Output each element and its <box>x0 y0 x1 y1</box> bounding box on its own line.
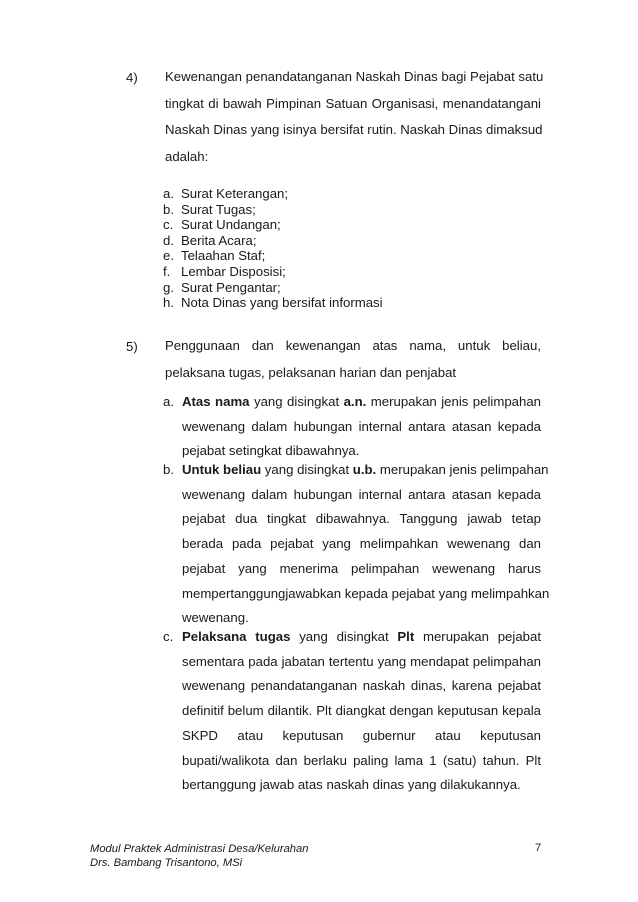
sub-item-lead <box>182 458 549 483</box>
list-letter: b. <box>163 201 174 217</box>
list-item <box>163 202 543 218</box>
list-letter: h. <box>163 295 174 311</box>
footer-module-title: Modul Praktek Administrasi Desa/Kelurahan <box>90 843 309 855</box>
lead-text: yang disingkat <box>261 462 353 477</box>
abbr-bold: u.b. <box>352 462 377 477</box>
page-number: 7 <box>535 842 542 854</box>
sub-letter: a. <box>163 394 174 409</box>
list-text: Surat Keterangan; <box>181 186 289 201</box>
paragraph-line: Naskah Dinas yang isinya bersifat rutin. Naskah Dinas dimaksud <box>165 122 543 137</box>
item-number-5: 5) <box>126 339 138 354</box>
term-bold: Untuk beliau <box>182 462 262 477</box>
sub-item-line: bertanggung jawab atas naskah dinas yang dilakukannya. <box>182 777 521 793</box>
page-footer <box>90 842 308 870</box>
list-item <box>163 295 543 311</box>
list-text: Nota Dinas yang bersifat informasi <box>181 295 383 311</box>
list-item <box>163 217 543 233</box>
footer-author: Drs. Bambang Trisantono, MSi <box>90 857 243 869</box>
list-item <box>163 186 543 202</box>
sub-item-line: wewenang dalam hubungan internal antara atasan kepada <box>182 486 541 502</box>
list-letter: a. <box>163 186 174 201</box>
sub-letter: c. <box>163 629 174 644</box>
list-letter: g. <box>163 279 174 295</box>
list-letter: f. <box>163 263 171 279</box>
list-letter: c. <box>163 217 174 233</box>
sub-item-a <box>163 390 543 464</box>
list-item <box>163 264 543 280</box>
list-text: Surat Pengantar; <box>181 279 281 295</box>
abbr-bold: a.n. <box>343 394 367 409</box>
list-text: Surat Tugas; <box>181 201 256 217</box>
item-5-paragraph <box>165 333 541 386</box>
list-item <box>163 248 543 264</box>
term-bold: Atas nama <box>182 394 250 409</box>
sub-item-line: sementara pada jabatan tertentu yang mendapat pelimpahan <box>182 653 541 669</box>
sub-item-line: wewenang penandatanganan naskah dinas, karena pejabat <box>182 678 541 694</box>
sub-item-line: wewenang. <box>182 610 249 626</box>
list-item <box>163 233 543 249</box>
paragraph-line: pelaksana tugas, pelaksanan harian dan penjabat <box>165 364 457 380</box>
item-number-4: 4) <box>126 70 138 85</box>
sub-item-line: mempertanggungjawabkan kepada pejabat yang melimpahkan <box>182 585 550 601</box>
sub-item-b <box>163 458 550 631</box>
sub-item-line: definitif belum dilantik. Plt diangkat dengan keputusan kepala <box>182 703 541 719</box>
term-bold: Pelaksana tugas <box>182 629 291 644</box>
sub-item-line: bupati/walikota dan berlaku paling lama 1 (satu) tahun. Plt <box>182 752 541 768</box>
sub-item-line: berada pada pejabat yang melimpahkan wewenang dan <box>182 536 541 552</box>
sub-item-line: pejabat yang menerima pelimpahan wewenang harus <box>182 560 541 576</box>
paragraph-line: tingkat di bawah Pimpinan Satuan Organisasi, menandatangani <box>165 95 541 111</box>
sub-item-line: pejabat dua tingkat dibawahnya. Tanggung jawab tetap <box>182 511 541 527</box>
sub-item-lead <box>182 625 541 650</box>
sub-item-line: pejabat setingkat dibawahnya. <box>182 443 360 459</box>
list-item <box>163 280 543 296</box>
list-text: Berita Acara; <box>181 232 257 248</box>
sub-item-lead <box>182 390 541 415</box>
lead-text: yang disingkat <box>249 394 344 409</box>
list-text: Lembar Disposisi; <box>181 263 286 279</box>
item-4-paragraph <box>165 64 544 170</box>
list-text: Surat Undangan; <box>181 217 281 233</box>
paragraph-line: Kewenangan penandatanganan Naskah Dinas bagi Pejabat satu <box>165 69 544 84</box>
sub-item-line: wewenang dalam hubungan internal antara atasan kepada <box>182 418 541 434</box>
lead-text: merupakan jenis pelimpahan <box>366 394 541 409</box>
paragraph-line: Penggunaan dan kewenangan atas nama, untuk beliau, <box>165 338 541 353</box>
list-text: Telaahan Staf; <box>181 248 266 264</box>
sub-item-c <box>163 625 543 798</box>
list-letter: e. <box>163 248 174 264</box>
paragraph-line: adalah: <box>165 148 209 164</box>
sub-item-line: SKPD atau keputusan gubernur atau keputusan <box>182 727 541 743</box>
lead-text: yang disingkat <box>290 629 398 644</box>
lead-text: merupakan pejabat <box>414 629 541 644</box>
lead-text: merupakan jenis pelimpahan <box>376 462 549 477</box>
naskah-dinas-list <box>163 186 543 311</box>
list-letter: d. <box>163 232 174 248</box>
sub-letter: b. <box>163 462 174 477</box>
abbr-bold: Plt <box>397 629 415 644</box>
